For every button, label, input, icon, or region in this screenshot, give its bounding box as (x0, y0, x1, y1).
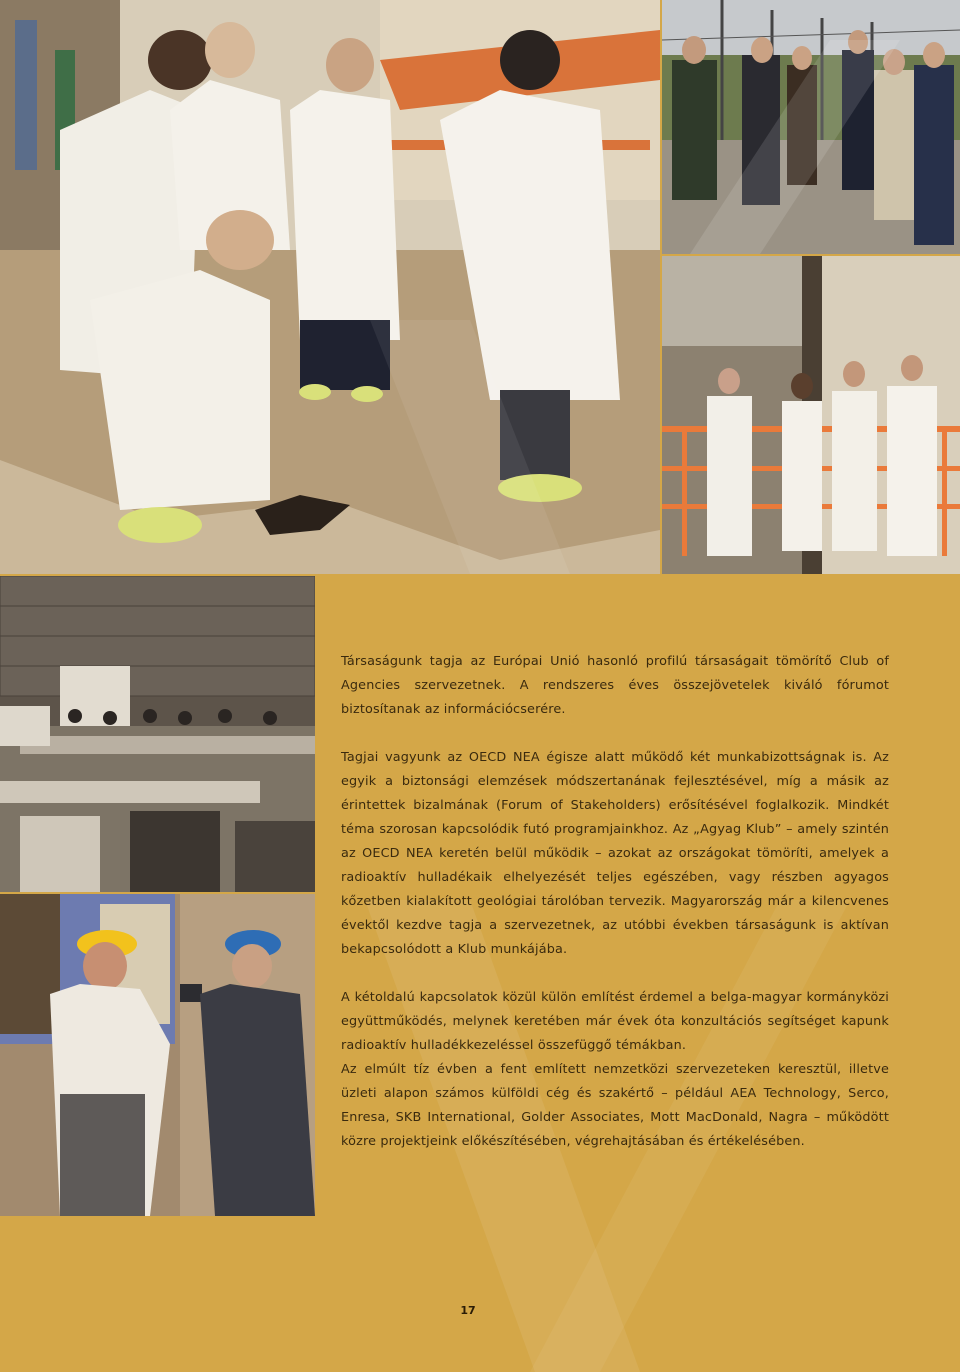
conference-meeting-photo (0, 576, 315, 892)
paragraph-international-partners: Az elmúlt tíz évben a fent említett nemzetközi szervezeteken keresztül, illetve üzleti alapon számos külföldi cég és szakértő – például AEA Technology, Serco, Enresa, SKB International, Golder Associates, Mott MacDonald, Nagra – működött közre projektjeink előkészítésében, végrehajtásában és értékelésében. (341, 1062, 889, 1149)
lab-inspection-photo (0, 0, 660, 574)
page-number: 17 (460, 1304, 476, 1317)
underground-visit-photo (0, 894, 315, 1216)
facility-gallery-photo (662, 256, 960, 574)
site-visit-photo (662, 0, 960, 254)
article-text (341, 650, 889, 1178)
paragraph-club-of-agencies: Társaságunk tagja az Európai Unió hasonló profilú társaságait tömörítő Club of Agencies szervezetnek. A rendszeres éves összejövetelek kiváló fórumot biztosítanak az információcserére. (341, 654, 889, 717)
paragraph-belgian-hungarian: A kétoldalú kapcsolatok közül külön említést érdemel a belga-magyar kormányközi együttműködés, melynek keretében már évek óta konzultációs segítséget kapunk radioaktív hulladékkezeléssel összefüggő témákban. (341, 990, 889, 1053)
paragraph-oecd-nea: Tagjai vagyunk az OECD NEA égisze alatt működő két munkabizottságnak is. Az egyik a biztonsági elemzések módszertanának fejlesztésével, míg a másik az érintettek bizalmának (Forum of Stakeholders) erősítésével foglalkozik. Mindkét téma szorosan kapcsolódik futó programjainkhoz. Az „Agyag Klub” – amely szintén az OECD NEA keretén belül működik – azokat az országokat tömöríti, amelyek a radioaktív hulladékaik elhelyezését teljes egészében, vagy részben agyagos kőzetben kialakított geológiai tárolóban tervezik. Magyarország már a kilencvenes évektől kezdve tagja a szervezetnek, az utóbbi években társaságunk is aktívan bekapcsolódott a Klub munkájába. (341, 750, 889, 957)
